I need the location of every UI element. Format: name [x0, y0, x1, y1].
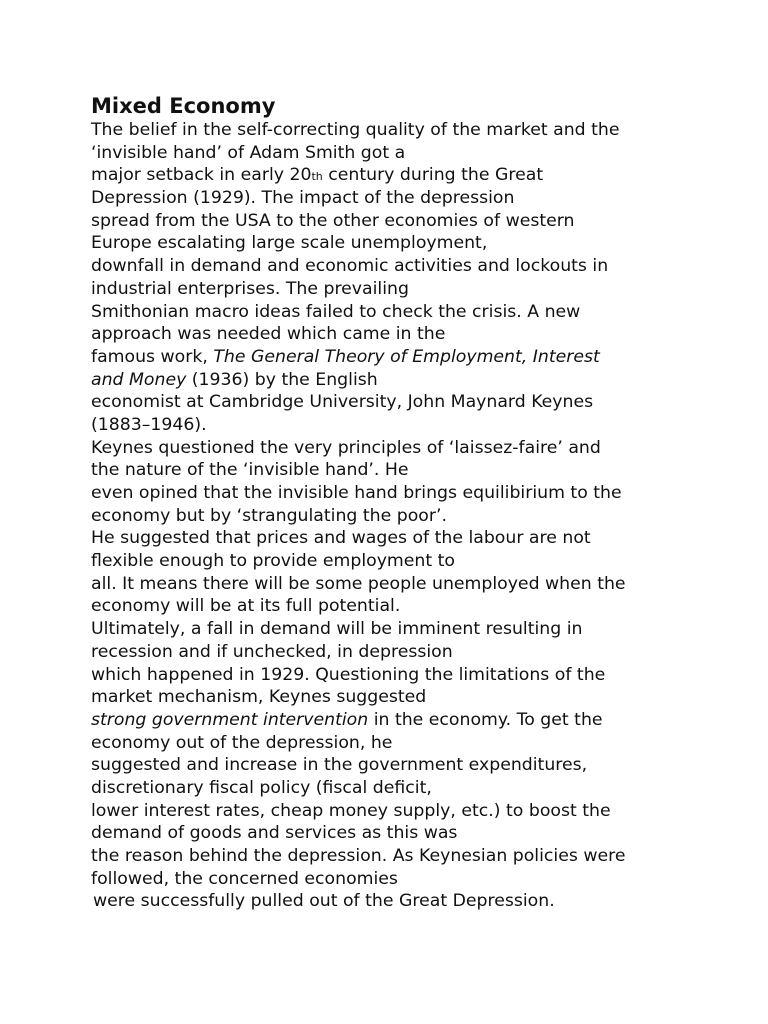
text-line: (1883–1946). — [91, 414, 207, 435]
text-line — [91, 709, 751, 732]
superscript-ordinal: th — [311, 170, 323, 184]
text-line: economist at Cambridge University, John Maynard Keynes — [91, 392, 594, 413]
text-line: the reason behind the depression. As Keynesian policies were — [91, 846, 626, 866]
text-line: were successfully pulled out of the Great Depression. — [93, 891, 555, 912]
text-line: economy out of the depression, he — [91, 732, 393, 753]
text-line: spread from the USA to the other economies of western — [91, 210, 575, 231]
book-title-italic: and Money — [91, 369, 187, 390]
text-line: approach was needed which came in the — [91, 324, 446, 345]
text-line: Keynes questioned the very principles of ‘laissez-faire’ and — [91, 437, 601, 458]
text-line: The belief in the self-correcting quality of the market and the — [91, 120, 620, 140]
text-line: lower interest rates, cheap money supply, etc.) to boost the — [91, 800, 611, 821]
emphasis-italic: strong government intervention — [91, 709, 369, 730]
text-line: flexible enough to provide employment to — [91, 551, 455, 572]
text-line: followed, the concerned economies — [91, 868, 398, 889]
text-line: economy but by ‘strangulating the poor’. — [91, 505, 447, 526]
text-line: the nature of the ‘invisible hand’. He — [91, 460, 409, 481]
text-segment: major setback in early 20 — [91, 165, 312, 186]
text-line: suggested and increase in the government expenditures, — [91, 755, 588, 776]
text-line: discretionary fiscal policy (fiscal deficit, — [91, 777, 432, 798]
text-line: Depression (1929). The impact of the depression — [91, 188, 515, 209]
text-segment: in the economy. To get the — [368, 709, 603, 730]
text-line: recession and if unchecked, in depression — [91, 641, 453, 662]
text-line: Europe escalating large scale unemployment, — [91, 233, 488, 254]
book-title-italic: The General Theory of Employment, Interest — [213, 346, 600, 367]
text-line: economy will be at its full potential. — [91, 596, 401, 617]
text-line: ‘invisible hand’ of Adam Smith got a — [91, 142, 406, 163]
text-line: downfall in demand and economic activities and lockouts in — [91, 256, 609, 277]
text-line — [91, 369, 751, 392]
text-segment: (1936) by the English — [186, 369, 378, 390]
text-line: even opined that the invisible hand brings equilibirium to the — [91, 483, 622, 503]
text-line: Ultimately, a fall in demand will be imminent resulting in — [91, 619, 583, 640]
document-body — [91, 119, 751, 913]
text-line — [91, 346, 751, 369]
text-line: He suggested that prices and wages of the labour are not — [91, 528, 591, 549]
text-segment: century during the Great — [322, 165, 544, 186]
text-line: all. It means there will be some people unemployed when the — [91, 573, 626, 594]
text-line: demand of goods and services as this was — [91, 823, 458, 844]
text-line: market mechanism, Keynes suggested — [91, 687, 427, 708]
text-line — [91, 164, 751, 187]
text-segment: famous work, — [91, 346, 214, 367]
document-title: Mixed Economy — [91, 94, 276, 118]
text-line: industrial enterprises. The prevailing — [91, 278, 409, 299]
text-line: which happened in 1929. Questioning the limitations of the — [91, 664, 606, 685]
text-line: Smithonian macro ideas failed to check the crisis. A new — [91, 301, 581, 322]
